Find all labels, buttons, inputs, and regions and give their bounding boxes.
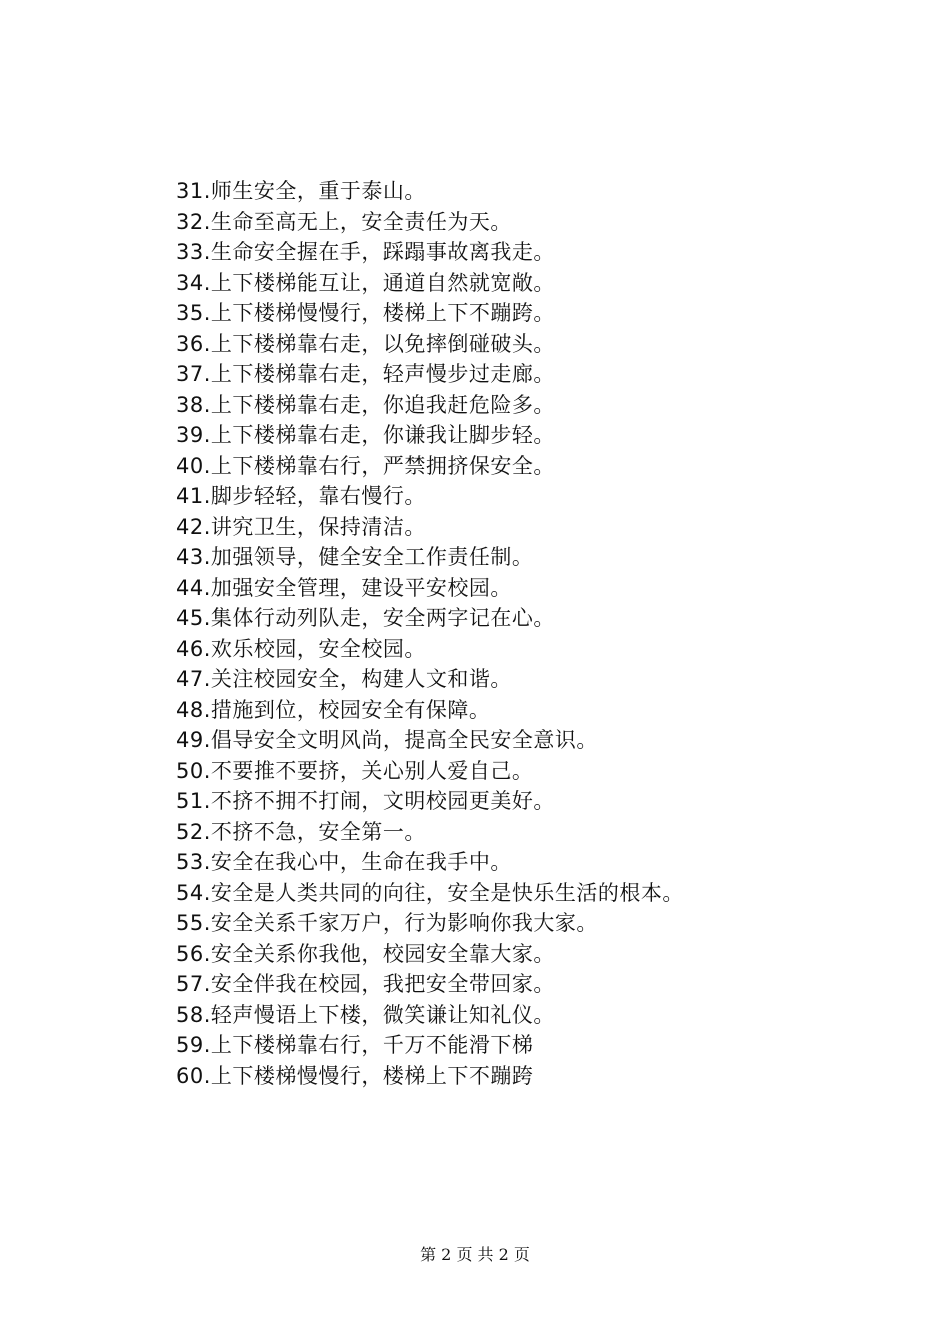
- list-item: 37.上下楼梯靠右走，轻声慢步过走廊。: [176, 362, 555, 386]
- list-item: 40.上下楼梯靠右行，严禁拥挤保安全。: [176, 453, 555, 478]
- list-item: 42.讲究卫生，保持清洁。: [176, 514, 426, 539]
- list-item: 60.上下楼梯慢慢行，楼梯上下不蹦跨: [176, 1063, 534, 1088]
- list-item: 35.上下楼梯慢慢行，楼梯上下不蹦跨。: [176, 301, 555, 325]
- list-item: 56.安全关系你我他，校园安全靠大家。: [176, 941, 555, 966]
- list-item: 58.轻声慢语上下楼，微笑谦让知礼仪。: [176, 1002, 555, 1027]
- list-item: 59.上下楼梯靠右行，千万不能滑下梯: [176, 1033, 534, 1057]
- list-item: 38.上下楼梯靠右走，你追我赶危险多。: [176, 392, 555, 417]
- list-item: 48.措施到位，校园安全有保障。: [176, 697, 491, 722]
- list-item: 44.加强安全管理，建设平安校园。: [176, 575, 512, 600]
- list-item: 51.不挤不拥不打闹，文明校园更美好。: [176, 789, 555, 813]
- list-item: 43.加强领导，健全安全工作责任制。: [176, 545, 534, 569]
- list-item: 39.上下楼梯靠右走，你谦我让脚步轻。: [176, 423, 555, 447]
- list-item: 57.安全伴我在校园，我把安全带回家。: [176, 972, 555, 996]
- list-item: 55.安全关系千家万户，行为影响你我大家。: [176, 911, 598, 935]
- slogan-list: [176, 176, 684, 1091]
- list-item: 46.欢乐校园，安全校园。: [176, 636, 426, 661]
- list-item: 49.倡导安全文明风尚，提高全民安全意识。: [176, 728, 598, 752]
- list-item: 52.不挤不急，安全第一。: [176, 819, 426, 844]
- list-item: 47.关注校园安全，构建人文和谐。: [176, 667, 512, 691]
- page-footer: 第 2 页 共 2 页: [420, 1245, 530, 1264]
- list-item: 54.安全是人类共同的向往，安全是快乐生活的根本。: [176, 880, 684, 905]
- list-item: 41.脚步轻轻，靠右慢行。: [176, 484, 426, 508]
- list-item: 32.生命至高无上，安全责任为天。: [176, 209, 512, 234]
- list-item: 45.集体行动列队走，安全两字记在心。: [176, 606, 555, 630]
- list-item: 31.师生安全，重于泰山。: [176, 179, 426, 203]
- list-item: 50.不要推不要挤，关心别人爱自己。: [176, 758, 534, 783]
- list-item: 33.生命安全握在手，踩蹋事故离我走。: [176, 240, 555, 264]
- list-item: 34.上下楼梯能互让，通道自然就宽敞。: [176, 270, 555, 295]
- list-item: 36.上下楼梯靠右走，以免摔倒碰破头。: [176, 331, 555, 356]
- list-item: 53.安全在我心中，生命在我手中。: [176, 850, 512, 874]
